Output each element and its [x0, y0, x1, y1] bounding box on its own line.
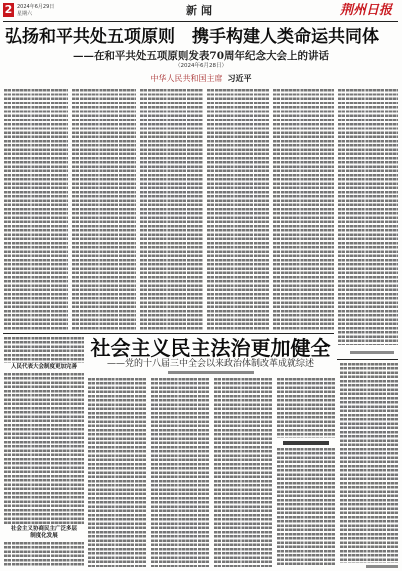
body-text-column: [88, 378, 146, 567]
masthead-logo: 荆州日报: [340, 3, 393, 18]
article2-subhead: ——党的十八届三中全会以来政治体制改革成就综述: [106, 359, 314, 369]
article1-author: [0, 74, 402, 84]
body-text-column: [140, 89, 203, 331]
body-text-column: [340, 363, 398, 563]
article-divider: [337, 359, 398, 360]
article-divider: [3, 333, 334, 334]
section-heading: 社会主义协商民主广泛多层制度化发展: [10, 526, 77, 539]
body-text-column: [4, 542, 84, 567]
section-heading: 人民代表大会制度更加完善: [10, 364, 77, 370]
page-footer-credit: [366, 565, 398, 568]
body-text-column: [214, 378, 272, 567]
body-text-column: [277, 378, 335, 438]
author-title: 中华人民共和国主席: [150, 74, 223, 83]
issue-date: 2024年6月29日: [17, 4, 55, 10]
article1-subhead: ——在和平共处五项原则发表70周年纪念大会上的讲话: [72, 50, 330, 62]
body-text-column: [273, 89, 334, 331]
page-number-badge: 2: [4, 3, 13, 16]
article1-headline: 弘扬和平共处五项原则 携手构建人类命运共同体: [5, 27, 379, 47]
article2-headline: 社会主义民主法治更加健全: [90, 336, 331, 360]
body-text-column: [4, 337, 84, 363]
body-text-column: [4, 89, 68, 331]
body-text-column: [338, 89, 398, 345]
article1-date-line: （2024年6月28日）: [175, 63, 227, 69]
header-rule: [3, 21, 398, 22]
body-text-column: [151, 378, 209, 567]
section-heading: [283, 441, 329, 445]
issue-weekday: 星期六: [17, 11, 33, 17]
body-text-column: [4, 373, 84, 524]
photo-credit-line: [350, 351, 394, 354]
section-title: 新闻: [186, 4, 216, 17]
body-text-column: [277, 448, 335, 567]
author-name: 习近平: [227, 74, 252, 83]
body-text-column: [207, 89, 269, 331]
article2-byline: [168, 371, 254, 374]
body-text-column: [72, 89, 136, 331]
